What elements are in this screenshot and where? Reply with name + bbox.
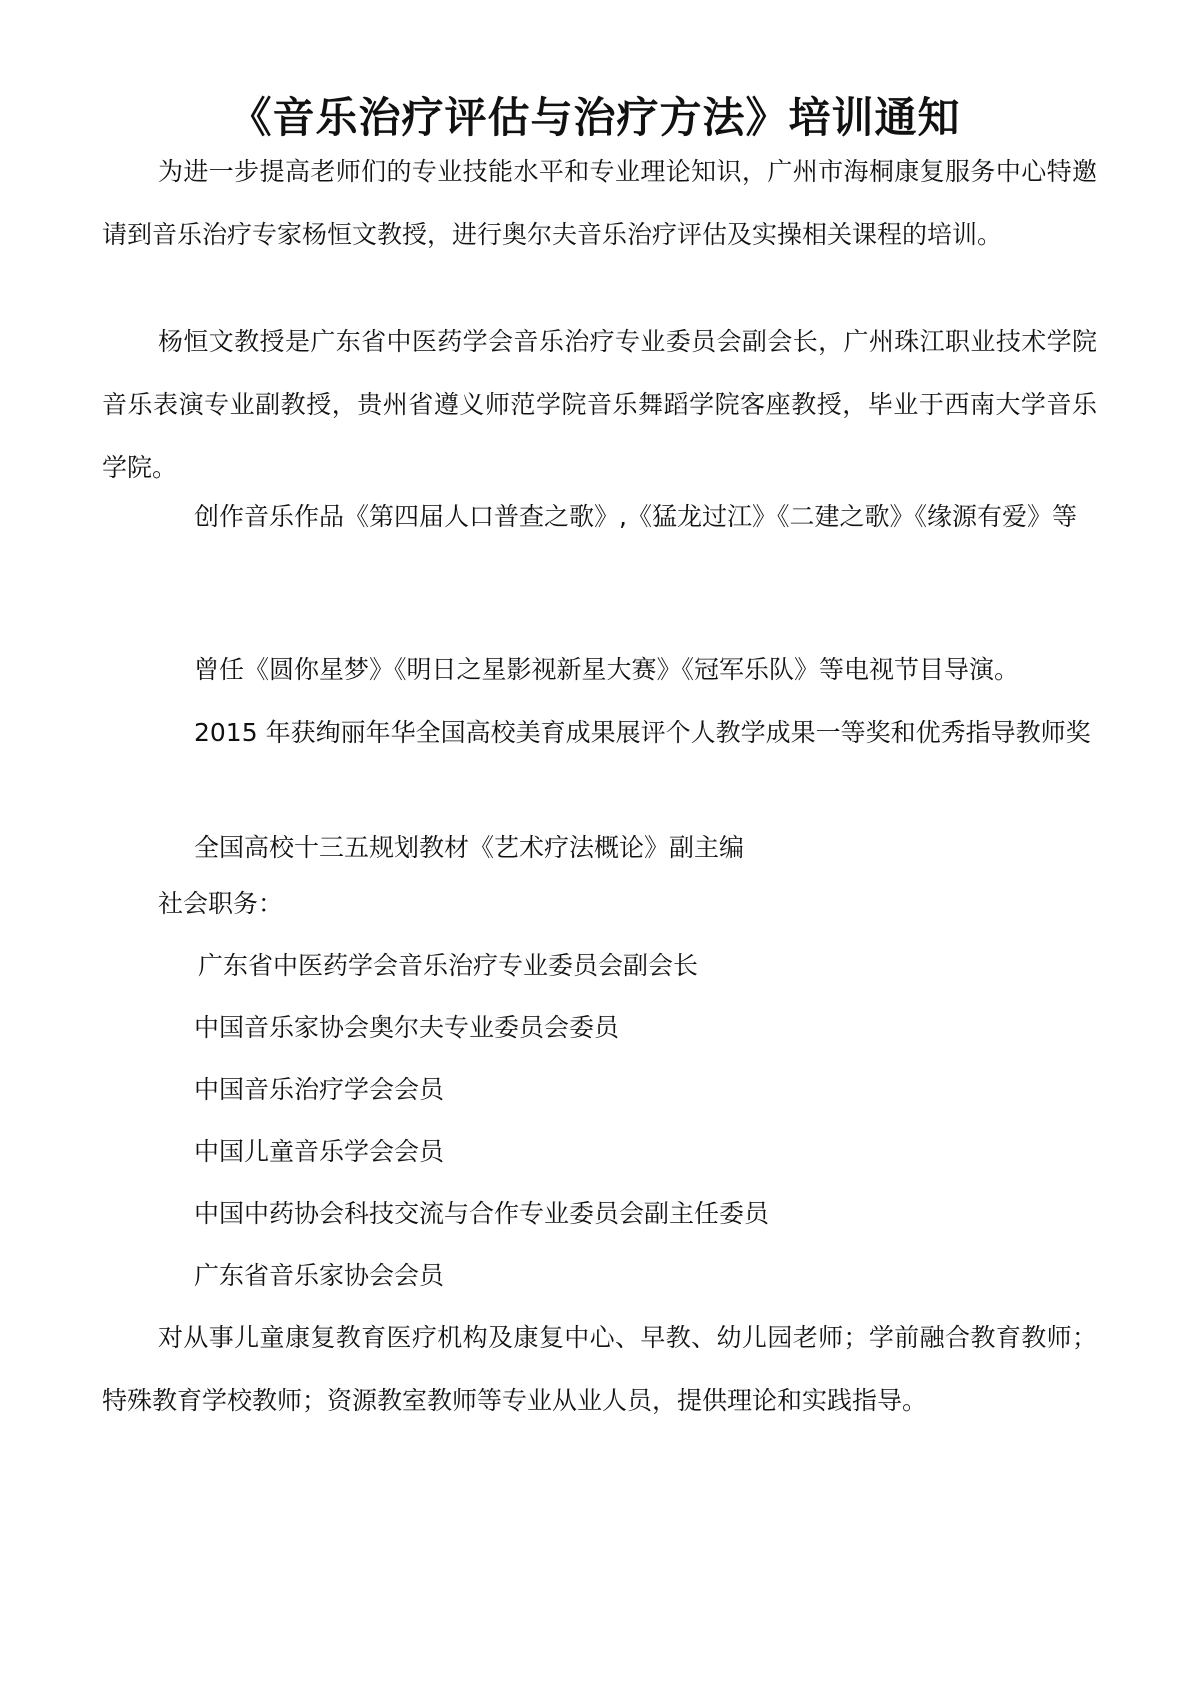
intro-paragraph: 为进一步提高老师们的专业技能水平和专业理论知识，广州市海桐康复服务中心特邀请到音乐治疗专家杨恒文教授，进行奥尔夫音乐治疗评估及实操相关课程的培训。 bbox=[102, 157, 1097, 249]
award-paragraph: 2015 年获绚丽年华全国高校美育成果展评个人教学成果一等奖和优秀指导教师奖 bbox=[194, 718, 1091, 747]
bio-paragraph: 杨恒文教授是广东省中医药学会音乐治疗专业委员会副会长，广州珠江职业技术学院音乐表演专业副教授，贵州省遵义师范学院音乐舞蹈学院客座教授，毕业于西南大学音乐学院。 bbox=[102, 327, 1097, 482]
list-item: 广东省中医药学会音乐治疗专业委员会副会长 bbox=[198, 951, 699, 980]
works-paragraph: 创作音乐作品《第四届人口普查之歌》,《猛龙过江》《二建之歌》《缘源有爱》等 bbox=[194, 502, 1077, 531]
list-item: 中国音乐家协会奥尔夫专业委员会委员 bbox=[194, 1013, 620, 1042]
audience-paragraph: 对从事儿童康复教育医疗机构及康复中心、早教、幼儿园老师；学前融合教育教师；特殊教育学校教师；资源教室教师等专业从业人员，提供理论和实践指导。 bbox=[102, 1323, 1097, 1415]
list-item: 中国儿童音乐学会会员 bbox=[194, 1137, 445, 1166]
list-item: 中国音乐治疗学会会员 bbox=[194, 1075, 445, 1104]
list-item: 广东省音乐家协会会员 bbox=[194, 1261, 445, 1290]
list-item: 中国中药协会科技交流与合作专业委员会副主任委员 bbox=[194, 1199, 770, 1228]
textbook-line: 全国高校十三五规划教材《艺术疗法概论》副主编 bbox=[194, 833, 745, 862]
document-title: 《音乐治疗评估与治疗方法》培训通知 bbox=[229, 93, 961, 142]
social-heading: 社会职务： bbox=[158, 889, 284, 918]
tv-director-line: 曾任《圆你星梦》《明日之星影视新星大赛》《冠军乐队》等电视节目导演。 bbox=[194, 655, 1020, 684]
